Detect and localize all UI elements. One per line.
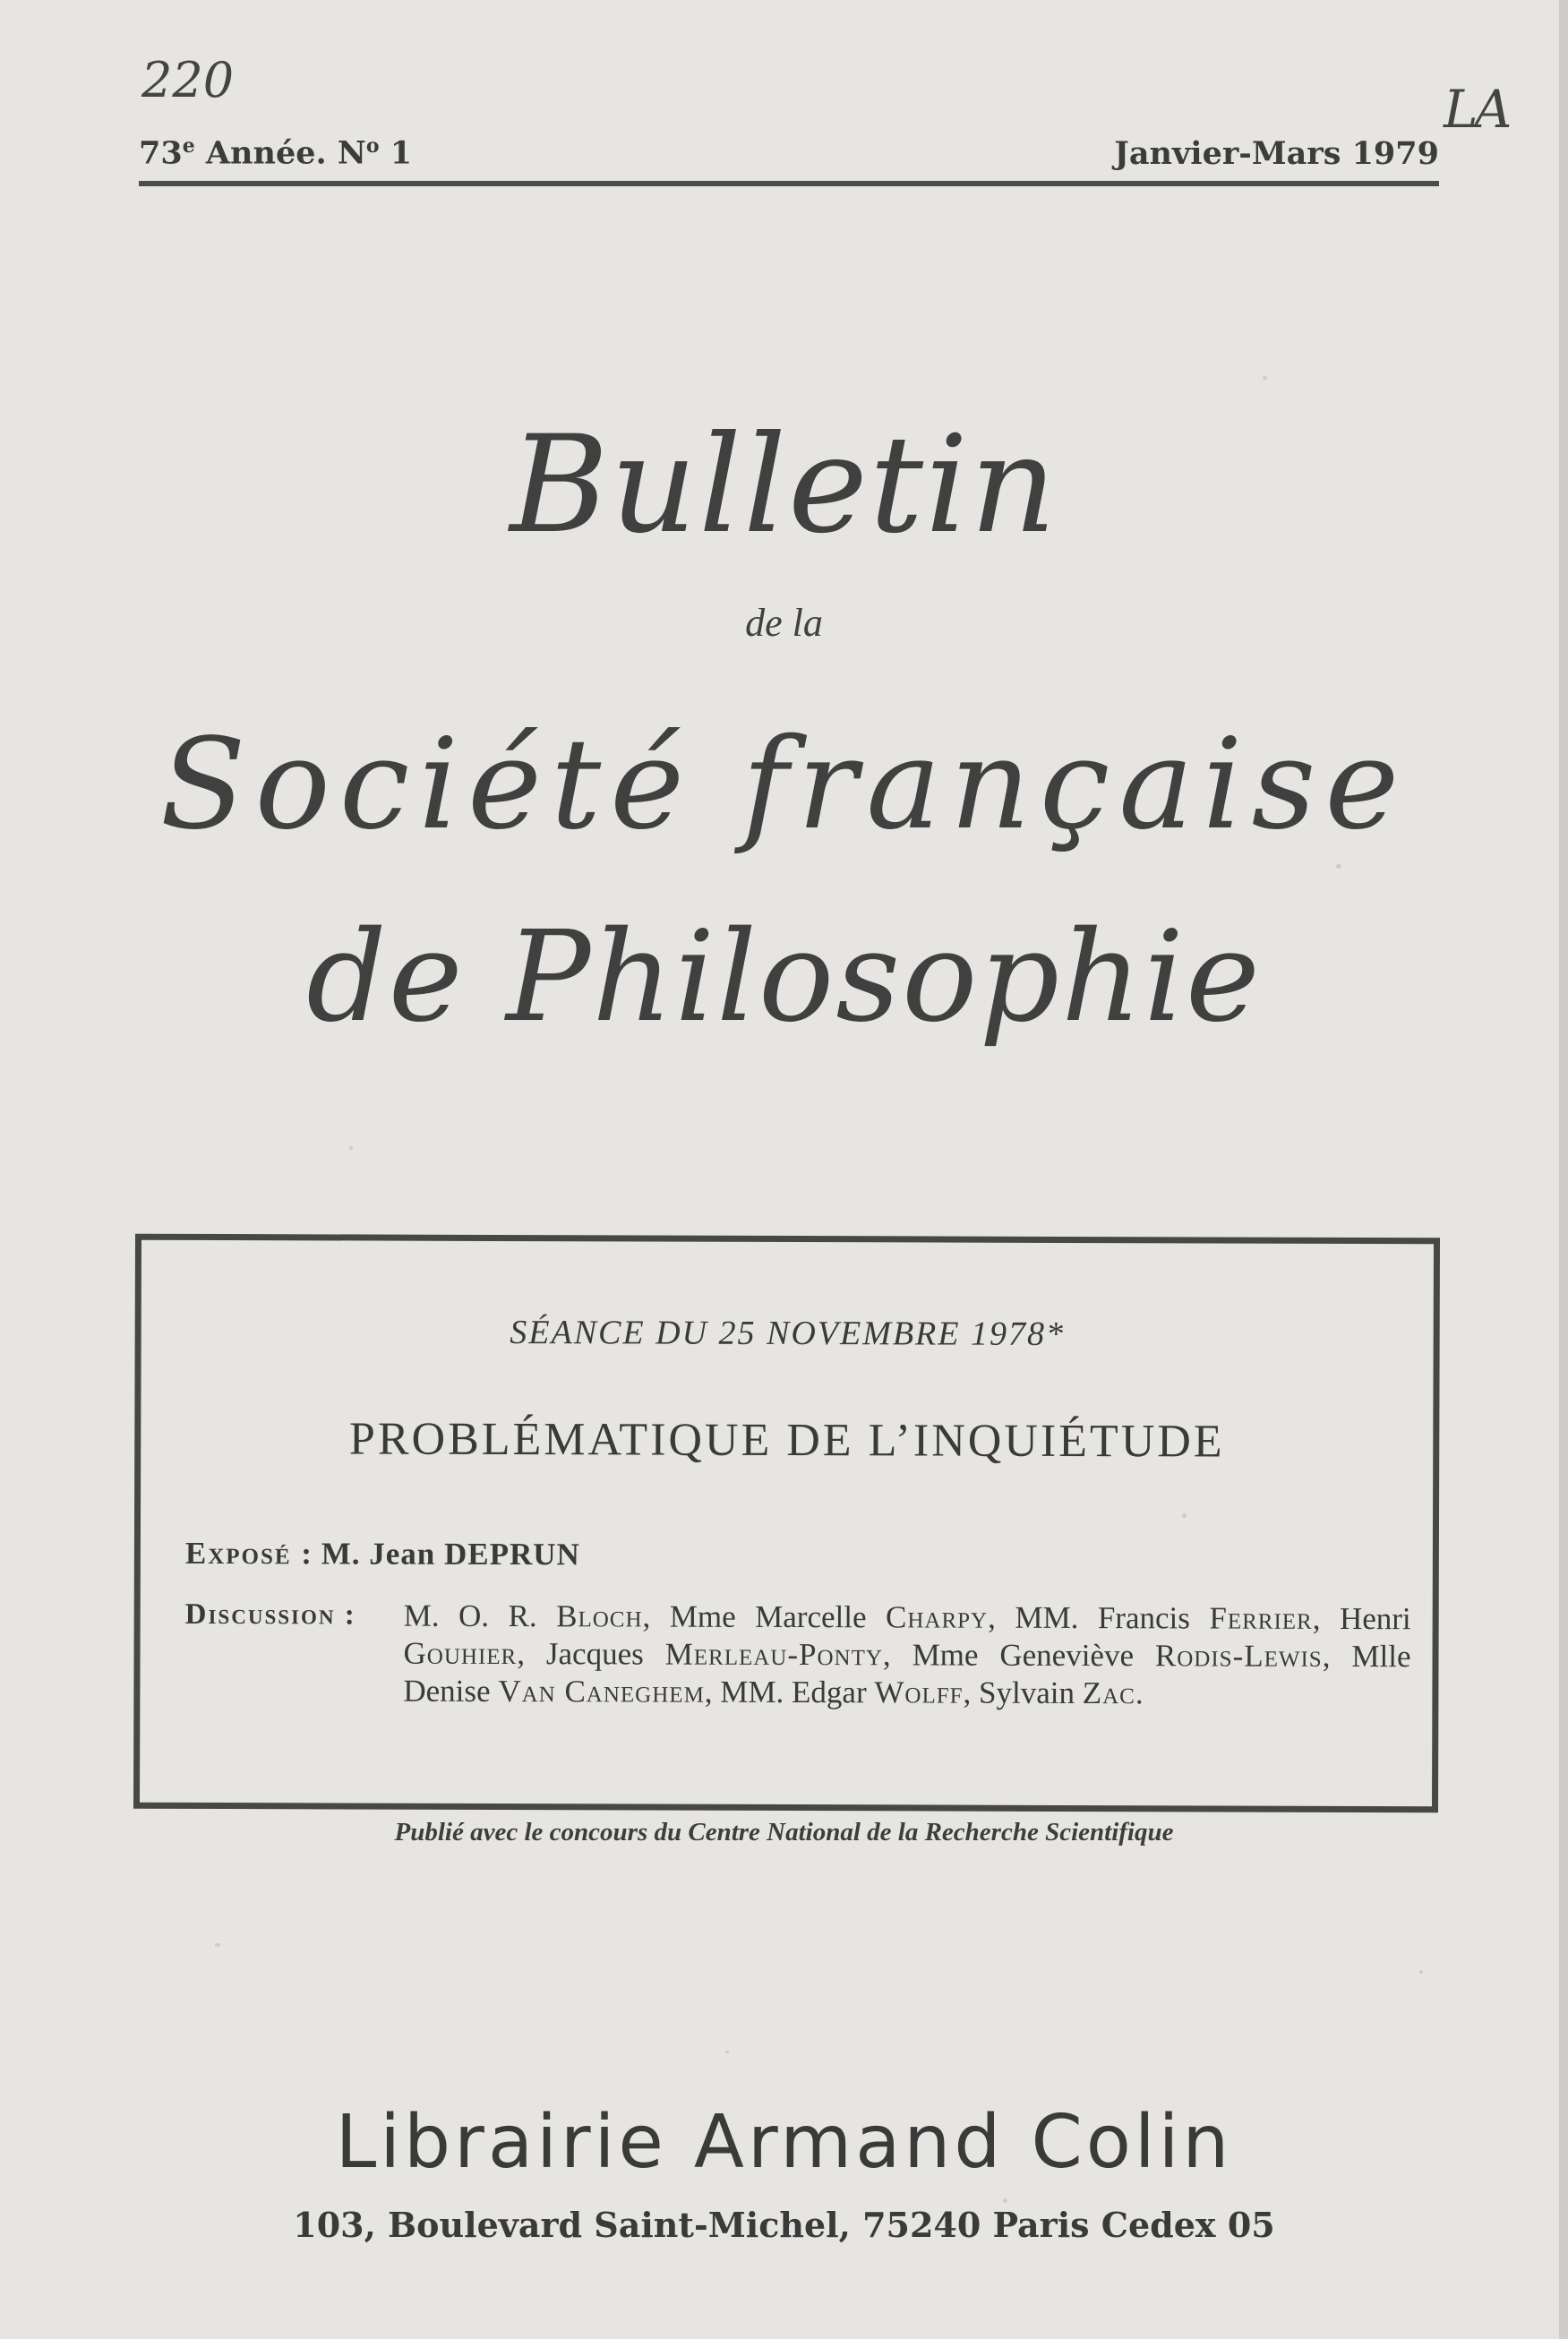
title-de-la: de la [745, 601, 823, 645]
expose-line [185, 1536, 580, 1572]
expose-speaker: M. Jean DEPRUN [321, 1536, 580, 1572]
participant: Mlle Denise Van Caneghem, [403, 1638, 1411, 1709]
publisher-name: Librairie Armand Colin [335, 2100, 1233, 2185]
handwritten-note-top-right: LA [1444, 79, 1509, 140]
session-date: SÉANCE DU 25 NOVEMBRE 1978* [510, 1314, 1066, 1353]
title-de-philosophie: de Philosophie [306, 904, 1262, 1050]
participant: Mme Marcelle Charpy, [669, 1598, 1015, 1635]
title-bulletin: Bulletin [510, 407, 1058, 563]
scan-edge [1559, 0, 1568, 2339]
header-rule [139, 181, 1439, 186]
participant: Henri Gouhier, [403, 1600, 1411, 1672]
participant: Mme Geneviève Rodis-Lewis, [912, 1637, 1352, 1674]
title-societe-francaise: Société française [159, 712, 1409, 858]
discussion-label: Discussion : [184, 1598, 356, 1632]
publication-note: Publié avec le concours du Centre National de la Recherche Scientifique [394, 1818, 1174, 1846]
issue-header [139, 134, 1439, 172]
handwritten-note-top-left: 220 [141, 52, 235, 108]
participant: M. O. R. Bloch, [403, 1598, 670, 1634]
participant: Jacques Merleau-Ponty, [545, 1636, 913, 1673]
participant: MM. Francis Ferrier, [1015, 1599, 1341, 1636]
session-topic: PROBLÉMATIQUE DE L’INQUIÉTUDE [348, 1413, 1225, 1468]
participant: MM. Edgar Wolff, [720, 1674, 980, 1710]
expose-label: Exposé : [184, 1535, 314, 1572]
session-box [133, 1234, 1440, 1813]
issue-info: 73e Année. $N^o$ 1 [139, 134, 413, 172]
publisher-address: 103, Boulevard Saint-Michel, 75240 Paris Cedex 05 [293, 2205, 1275, 2245]
participant: Sylvain Zac. [979, 1675, 1144, 1711]
discussion-participants [403, 1598, 1410, 1714]
issue-date: Janvier-Mars 1979 [1114, 134, 1439, 172]
